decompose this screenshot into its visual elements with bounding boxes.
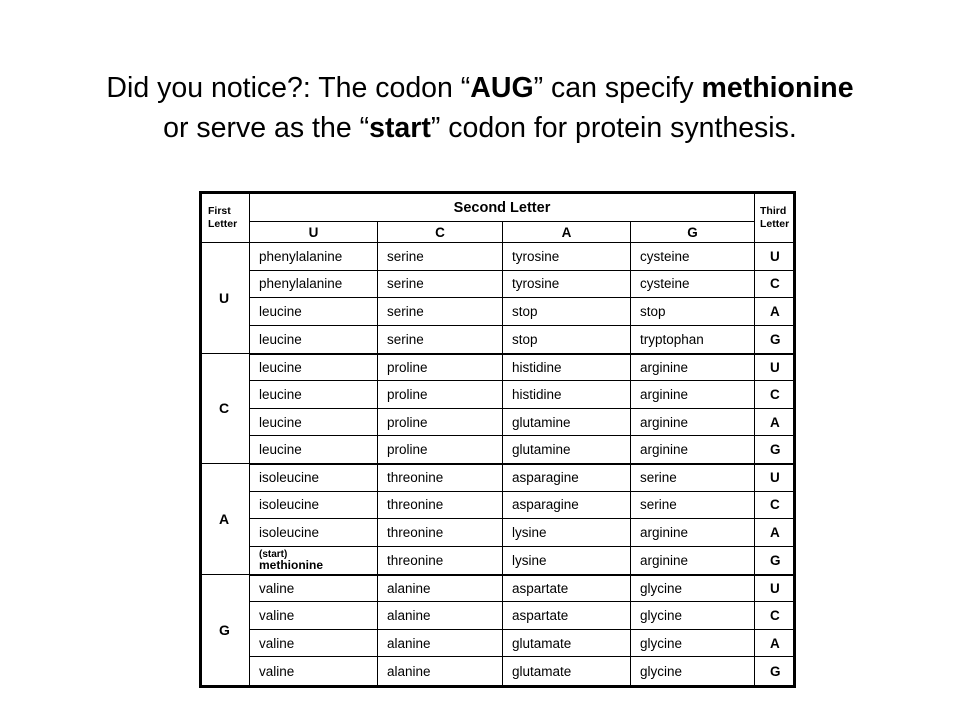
amino-acid-cell: serine xyxy=(378,326,503,354)
amino-acid-cell: threonine xyxy=(378,464,503,492)
amino-acid-cell: threonine xyxy=(378,519,503,547)
amino-acid-cell: leucine xyxy=(250,326,378,354)
amino-acid-cell: valine xyxy=(250,575,378,603)
header-text: Third xyxy=(760,205,787,217)
amino-acid-cell: proline xyxy=(378,409,503,437)
amino-acid-cell: stop xyxy=(503,326,631,354)
amino-acid-cell: glycine xyxy=(631,602,755,630)
amino-acid-cell: isoleucine xyxy=(250,519,378,547)
amino-acid-cell: alanine xyxy=(378,575,503,603)
amino-acid-cell: serine xyxy=(378,271,503,299)
second-letter-header: Second Letter xyxy=(250,194,755,222)
third-letter-cell: U xyxy=(755,354,793,382)
amino-acid-cell: histidine xyxy=(503,381,631,409)
second-letter-g: G xyxy=(631,222,755,243)
amino-acid-cell: glycine xyxy=(631,657,755,685)
first-letter-a: A xyxy=(202,464,250,575)
amino-acid-cell: phenylalanine xyxy=(250,271,378,299)
third-letter-cell: G xyxy=(755,326,793,354)
amino-acid-cell: arginine xyxy=(631,519,755,547)
caption-amino-acid: methionine xyxy=(701,72,854,104)
amino-acid-cell: proline xyxy=(378,436,503,464)
third-letter-cell: U xyxy=(755,243,793,271)
third-letter-cell: G xyxy=(755,547,793,575)
amino-acid-cell: threonine xyxy=(378,547,503,575)
amino-acid-cell: proline xyxy=(378,354,503,382)
third-letter-cell: C xyxy=(755,271,793,299)
second-letter-u: U xyxy=(250,222,378,243)
caption-line-2 xyxy=(10,108,950,148)
amino-acid-cell: glutamine xyxy=(503,409,631,437)
header-text: First xyxy=(208,205,231,217)
amino-acid-cell: asparagine xyxy=(503,492,631,520)
amino-acid-cell: stop xyxy=(503,298,631,326)
second-letter-c: C xyxy=(378,222,503,243)
amino-acid-cell: leucine xyxy=(250,381,378,409)
amino-acid-cell: arginine xyxy=(631,354,755,382)
amino-acid-cell: alanine xyxy=(378,657,503,685)
amino-acid-cell: serine xyxy=(631,464,755,492)
amino-acid-cell: isoleucine xyxy=(250,492,378,520)
caption-text: or serve as the “ xyxy=(163,112,370,144)
amino-acid-cell: cysteine xyxy=(631,271,755,299)
amino-acid-cell: arginine xyxy=(631,409,755,437)
first-letter-header xyxy=(202,194,250,243)
third-letter-cell: G xyxy=(755,436,793,464)
amino-acid-cell: alanine xyxy=(378,602,503,630)
amino-acid-cell: tyrosine xyxy=(503,243,631,271)
amino-acid-cell: serine xyxy=(378,243,503,271)
amino-acid-cell: glutamine xyxy=(503,436,631,464)
amino-acid-cell: glutamate xyxy=(503,657,631,685)
amino-acid-cell: stop xyxy=(631,298,755,326)
first-letter-u: U xyxy=(202,243,250,354)
third-letter-cell: A xyxy=(755,409,793,437)
amino-acid-cell: aspartate xyxy=(503,575,631,603)
first-letter-c: C xyxy=(202,354,250,465)
amino-acid-cell: valine xyxy=(250,602,378,630)
amino-acid-cell: lysine xyxy=(503,547,631,575)
first-letter-g: G xyxy=(202,575,250,686)
amino-acid-cell: tyrosine xyxy=(503,271,631,299)
amino-acid-cell: arginine xyxy=(631,436,755,464)
third-letter-cell: C xyxy=(755,602,793,630)
amino-acid-cell: glycine xyxy=(631,575,755,603)
amino-acid-cell: threonine xyxy=(378,492,503,520)
amino-acid-cell: leucine xyxy=(250,436,378,464)
amino-acid-cell: leucine xyxy=(250,298,378,326)
caption-text: ” can specify xyxy=(533,72,702,104)
caption-codon: AUG xyxy=(470,72,534,104)
slide-caption xyxy=(10,68,950,148)
amino-acid-cell: isoleucine xyxy=(250,464,378,492)
amino-acid-cell: histidine xyxy=(503,354,631,382)
second-letter-a: A xyxy=(503,222,631,243)
amino-acid-cell: glutamate xyxy=(503,630,631,658)
amino-acid-cell: leucine xyxy=(250,409,378,437)
header-text: Letter xyxy=(760,218,790,230)
amino-acid-cell: cysteine xyxy=(631,243,755,271)
third-letter-cell: A xyxy=(755,298,793,326)
amino-acid-cell: proline xyxy=(378,381,503,409)
caption-line-1 xyxy=(10,68,950,108)
amino-acid-cell: phenylalanine xyxy=(250,243,378,271)
third-letter-header xyxy=(755,194,793,243)
third-letter-cell: U xyxy=(755,464,793,492)
amino-acid-cell: tryptophan xyxy=(631,326,755,354)
caption-text: Did you notice?: The codon “ xyxy=(106,72,471,104)
amino-acid-cell: arginine xyxy=(631,381,755,409)
amino-acid-cell: arginine xyxy=(631,547,755,575)
amino-acid-cell: serine xyxy=(631,492,755,520)
amino-acid-cell: asparagine xyxy=(503,464,631,492)
amino-acid-name: methionine xyxy=(259,558,324,573)
codon-table xyxy=(199,191,796,688)
header-text: Letter xyxy=(208,218,238,230)
amino-acid-cell: leucine xyxy=(250,354,378,382)
amino-acid-cell: aspartate xyxy=(503,602,631,630)
caption-start: start xyxy=(369,112,431,144)
third-letter-cell: A xyxy=(755,630,793,658)
caption-text: ” codon for protein synthesis. xyxy=(430,112,797,144)
amino-acid-cell: valine xyxy=(250,630,378,658)
start-codon-note: (start) xyxy=(259,549,288,561)
third-letter-cell: U xyxy=(755,575,793,603)
amino-acid-cell: valine xyxy=(250,657,378,685)
third-letter-cell: C xyxy=(755,381,793,409)
third-letter-cell: C xyxy=(755,492,793,520)
amino-acid-cell: lysine xyxy=(503,519,631,547)
third-letter-cell: A xyxy=(755,519,793,547)
amino-acid-cell: serine xyxy=(378,298,503,326)
third-letter-cell: G xyxy=(770,663,781,679)
amino-acid-cell xyxy=(250,547,378,575)
amino-acid-cell: glycine xyxy=(631,630,755,658)
amino-acid-cell: alanine xyxy=(378,630,503,658)
